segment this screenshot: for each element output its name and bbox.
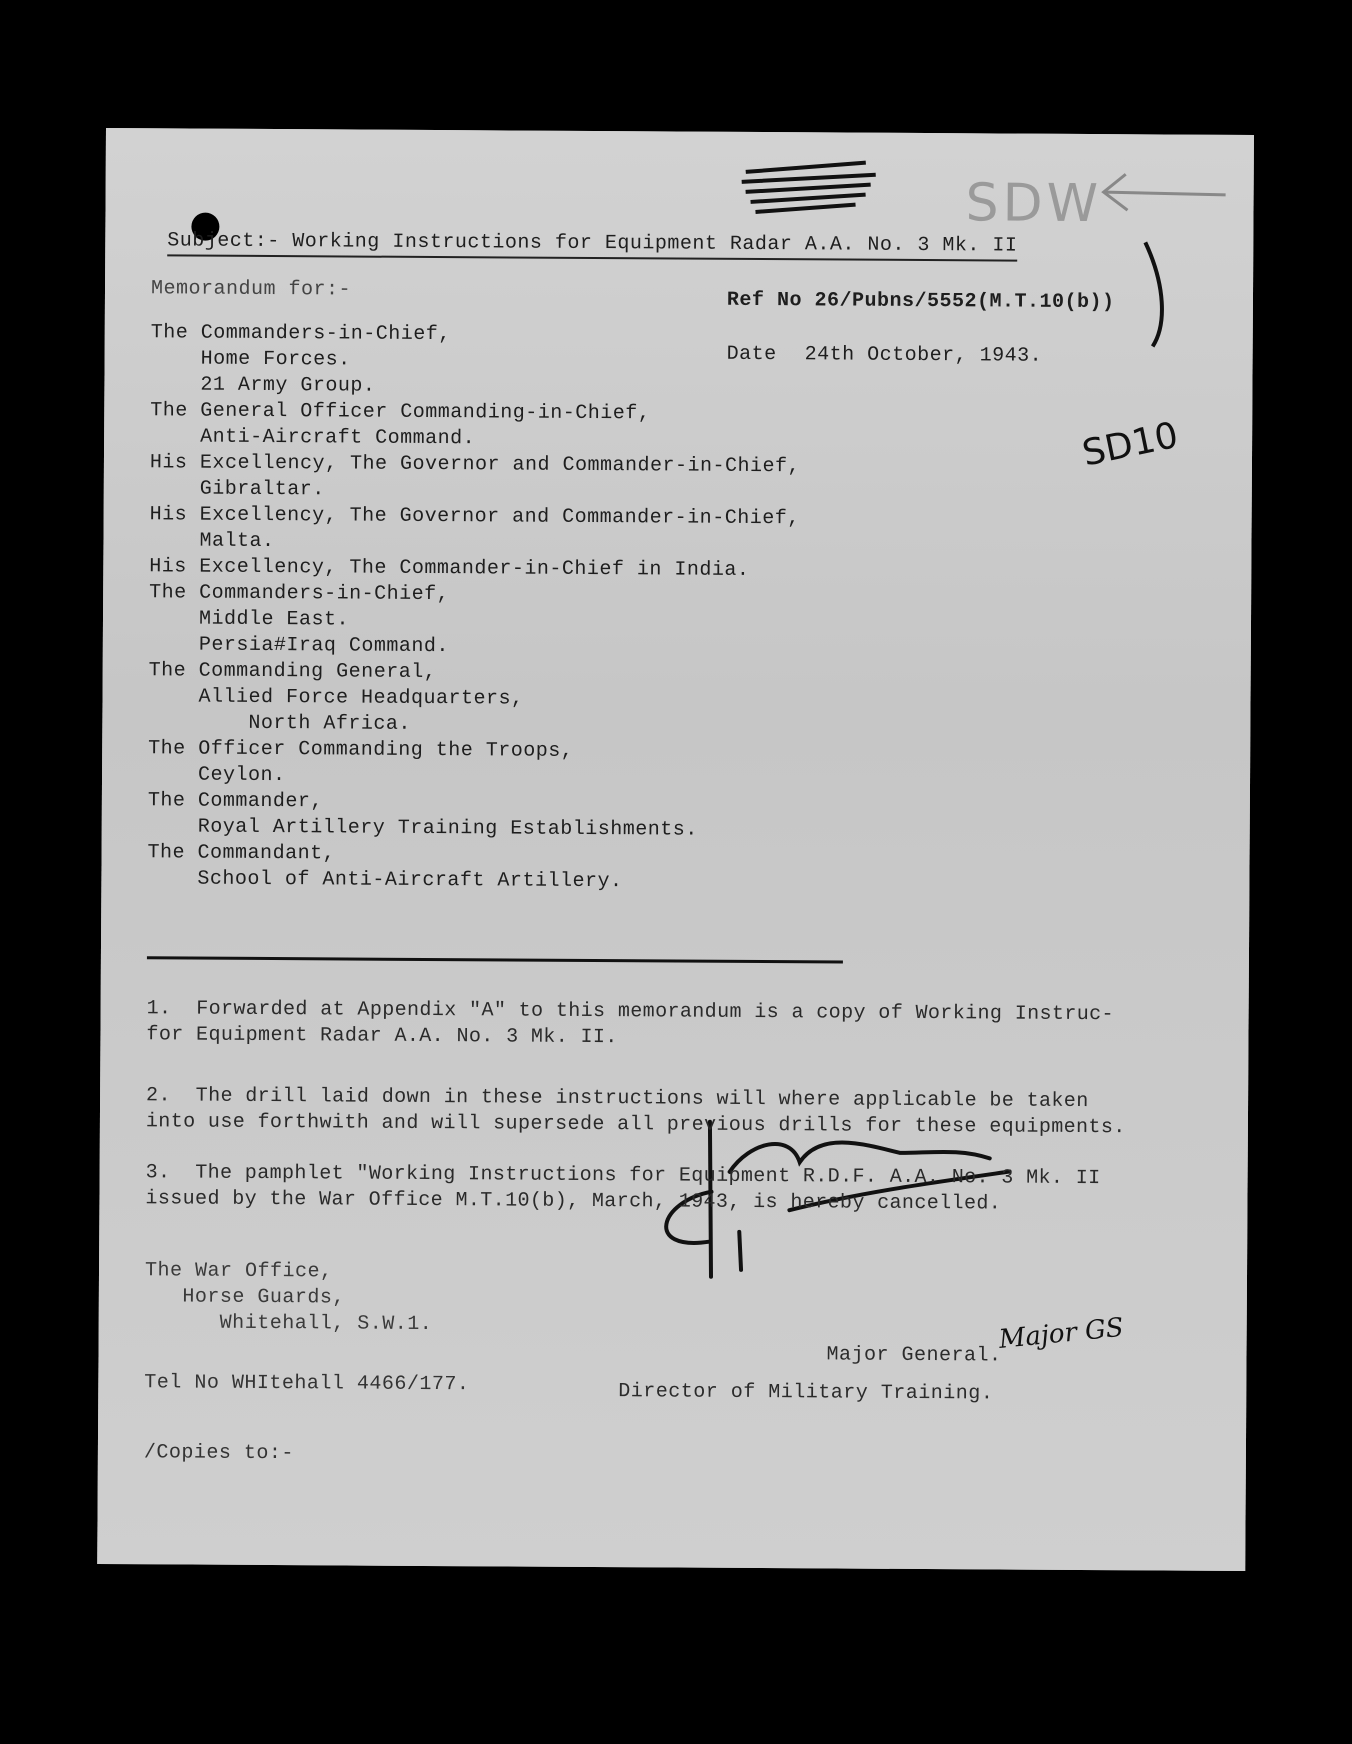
sender-address: The War Office, Horse Guards, Whitehall, S.W.1. [144,1259,433,1337]
addressee-line: Persia#Iraq Command. [148,633,449,659]
handwritten-signature-note: Major GS [997,1312,1125,1355]
addressee-line: The General Officer Commanding-in-Chief, [150,399,651,426]
addressee-line: The Commanders-in-Chief, [149,581,450,607]
addressee-line: Anti-Aircraft Command. [150,425,476,451]
addressee-line: 21 Army Group. [150,373,376,398]
addressee-line: Royal Artillery Training Establishments. [147,815,698,842]
document-page [97,128,1254,1571]
arrow-icon [1104,174,1226,211]
scribble-mark [741,162,875,213]
addressee-list [147,320,801,896]
addressee-line: His Excellency, The Commander-in-Chief in India. [149,555,750,582]
addressee-line: Middle East. [148,607,350,632]
addressee-line: Allied Force Headquarters, [148,685,524,711]
addressee-line: Gibraltar. [149,477,325,502]
paragraph-3: 3. The pamphlet "Working Instructions for Equipment R.D.F. A.A. No. 3 Mk. II issued by the War Office M.T.10(b), March, 1943, is hereby cancelled. [145,1161,1101,1216]
signatory-appointment: Director of Military Training. [618,1380,994,1406]
addressee-line: School of Anti-Aircraft Artillery. [147,867,623,894]
addressee-line: Ceylon. [147,763,286,788]
addressee-line: The Officer Commanding the Troops, [148,737,574,763]
addressee-line: The Commandant, [147,841,336,866]
copies-to-label: /Copies to:- [143,1441,295,1466]
addressee-line: Home Forces. [150,347,351,372]
addressee-line: His Excellency, The Governor and Commander-in-Chief, [149,451,801,479]
addressee-line: North Africa. [148,711,411,736]
handwritten-annotation-margin: SD10 [1078,414,1182,475]
addressee-line: The Commander, [147,789,323,814]
memorandum-for-label: Memorandum for:- [150,277,352,302]
margin-bracket [1145,242,1163,346]
addressee-line: The Commanding General, [148,659,437,685]
handwritten-annotation-top: SDW [965,173,1103,235]
subject-line: Subject:- Working Instructions for Equipment Radar A.A. No. 3 Mk. II [167,228,1017,261]
addressee-line: Malta. [149,529,275,554]
addressee-line: His Excellency, The Governor and Commander-in-Chief, [149,503,800,531]
addressee-line: The Commanders-in-Chief, [150,321,451,347]
telephone-number: Tel No WHItehall 4466/177. [144,1371,470,1397]
date-label: Date [726,342,777,367]
date-value: 24th October, 1943. [804,343,1043,368]
paragraph-2: 2. The drill laid down in these instructions will where applicable be taken into use forthwith and will supersede all previous drills for these equipments. [145,1084,1126,1140]
reference-number: Ref No 26/Pubns/5552(M.T.10(b)) [726,288,1115,315]
paragraph-1: 1. Forwarded at Appendix "A" to this memorandum is a copy of Working Instruc- for Equipment Radar A.A. No. 3 Mk. II. [146,997,1115,1050]
signatory-rank: Major General. [826,1343,1002,1368]
